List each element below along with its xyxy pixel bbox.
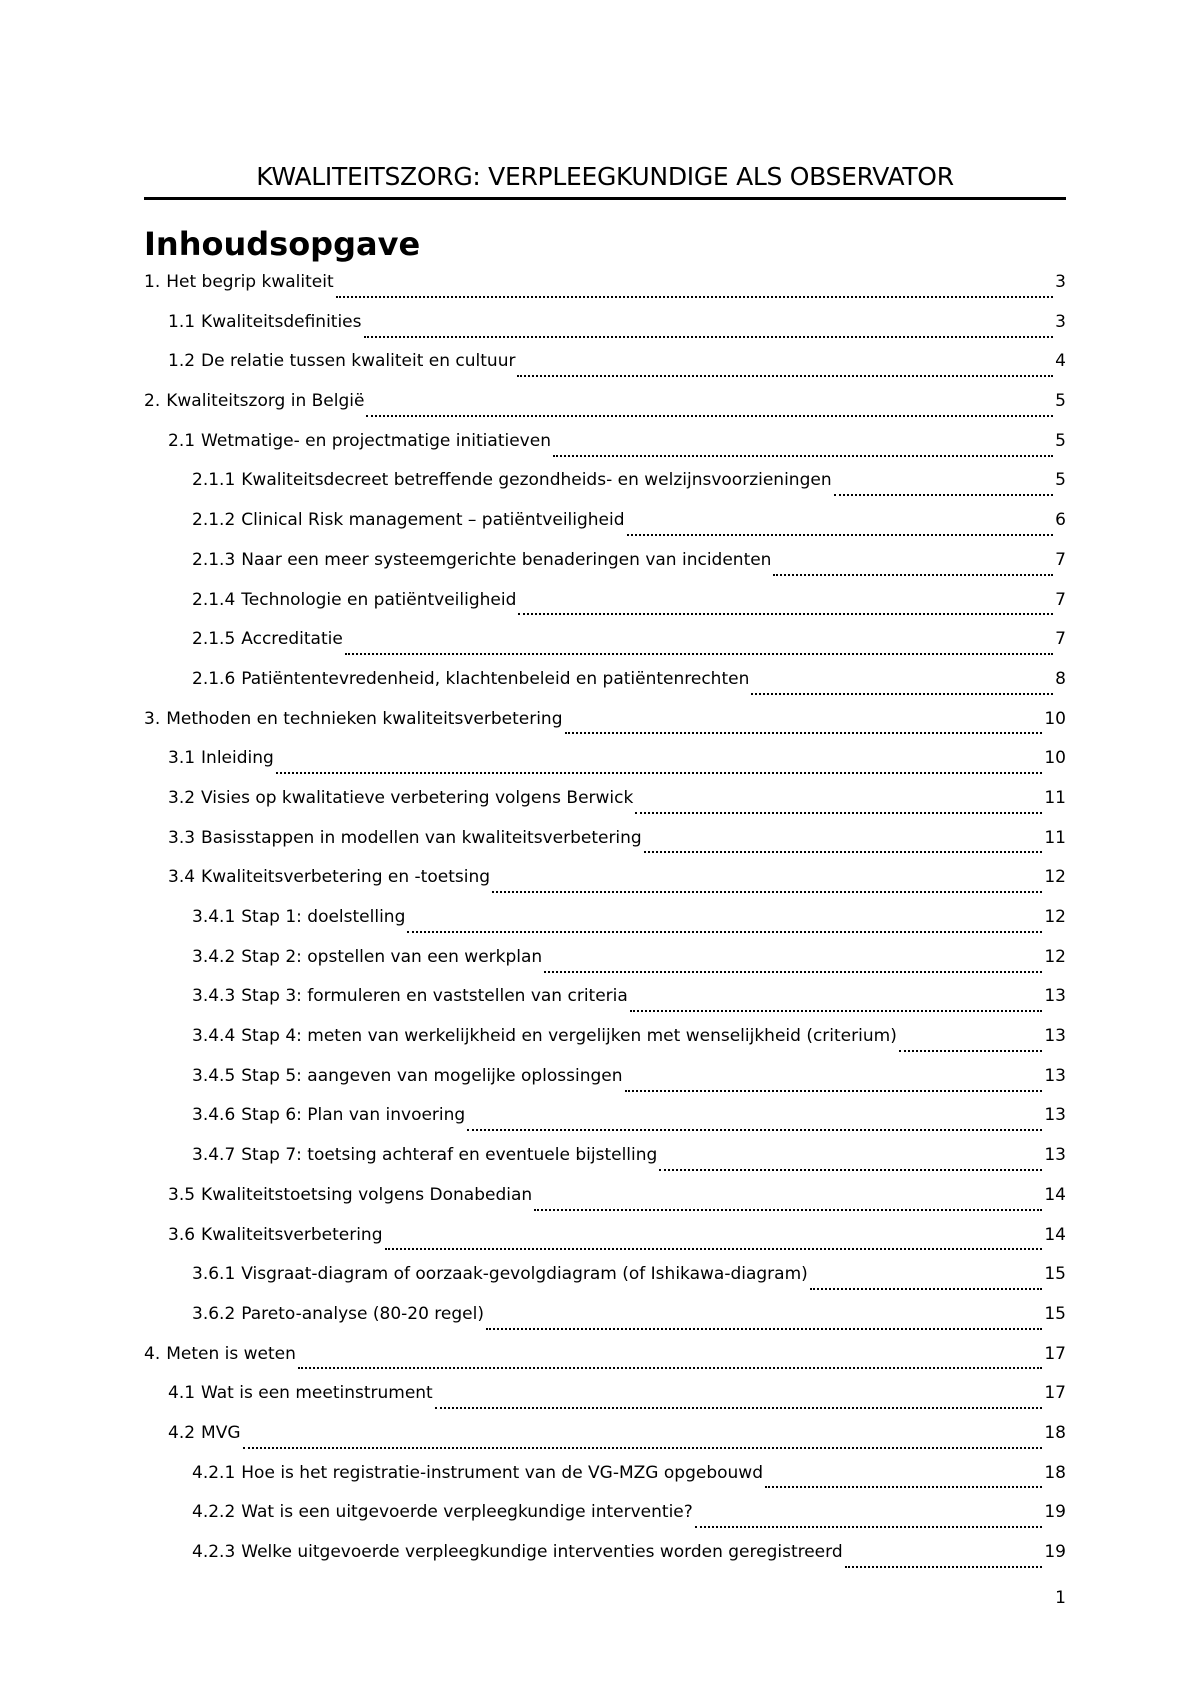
toc-entry-page: 17 (1044, 1343, 1066, 1364)
toc-entry[interactable] (144, 826, 1066, 866)
toc-entry-number: 3.4.3 (192, 986, 236, 1007)
toc-entry-number: 3. (144, 708, 161, 729)
toc-entry-title: De relatie tussen kwaliteit en cultuur (201, 351, 516, 372)
document-title: KWALITEITSZORG: VERPLEEGKUNDIGE ALS OBSERVATOR (256, 162, 954, 191)
toc-dot-leader (773, 574, 1053, 576)
toc-entry-title: Het begrip kwaliteit (166, 272, 334, 292)
toc-entry-page: 10 (1044, 708, 1066, 729)
toc-entry-page: 6 (1055, 510, 1066, 531)
toc-entry-number: 3.3 (168, 827, 196, 848)
toc-dot-leader (517, 375, 1053, 377)
toc-entry-title: Technologie en patiëntveiligheid (241, 589, 517, 610)
toc-entry-title: Welke uitgevoerde verpleegkundige interventies worden geregistreerd (241, 1542, 843, 1562)
toc-entry[interactable] (144, 1421, 1066, 1461)
toc-entry-page: 12 (1044, 907, 1066, 927)
toc-dot-leader (565, 732, 1043, 734)
toc-entry-title: MVG (201, 1422, 241, 1443)
toc-entry-page: 7 (1055, 549, 1066, 570)
toc-entry[interactable] (144, 349, 1066, 389)
toc-dot-leader (659, 1169, 1042, 1171)
toc-entry-page: 3 (1055, 311, 1066, 332)
toc-entry[interactable] (144, 588, 1066, 628)
toc-dot-leader (635, 812, 1042, 814)
toc-entry-number: 1.1 (168, 311, 196, 332)
toc-entry-page: 18 (1044, 1462, 1066, 1483)
toc-entry[interactable] (144, 1223, 1066, 1263)
toc-entry-page: 4 (1055, 351, 1066, 372)
toc-entry-title: Inleiding (201, 748, 274, 769)
toc-dot-leader (492, 891, 1042, 893)
toc-entry-title: Kwaliteitsverbetering en -toetsing (201, 867, 491, 888)
toc-dot-leader (336, 296, 1054, 298)
page-number: 1 (1055, 1588, 1066, 1608)
toc-entry-title: Kwaliteitszorg in België (166, 391, 365, 412)
toc-entry[interactable] (144, 1183, 1066, 1223)
toc-entry[interactable] (144, 1143, 1066, 1183)
toc-entry-number: 4.1 (168, 1383, 196, 1404)
toc-entry[interactable] (144, 1024, 1066, 1064)
toc-entry-title: Naar een meer systeemgerichte benaderingen van incidenten (241, 549, 772, 570)
toc-dot-leader (845, 1566, 1043, 1568)
toc-entry-number: 3.4 (168, 867, 196, 888)
toc-entry-page: 5 (1055, 470, 1066, 491)
toc-entry-number: 3.4.6 (192, 1105, 236, 1126)
toc-dot-leader (518, 613, 1053, 615)
toc-dot-leader (467, 1129, 1042, 1131)
toc-entry-page: 19 (1044, 1542, 1066, 1562)
toc-entry-number: 3.2 (168, 787, 196, 808)
toc-dot-leader (627, 534, 1054, 536)
toc-entry[interactable] (144, 865, 1066, 905)
toc-entry[interactable] (144, 548, 1066, 588)
toc-entry-page: 3 (1055, 272, 1066, 292)
toc-entry-page: 13 (1044, 1026, 1066, 1047)
toc-entry-number: 3.5 (168, 1184, 196, 1205)
toc-dot-leader (810, 1288, 1043, 1290)
toc-entry-page: 19 (1044, 1502, 1066, 1523)
toc-entry-page: 18 (1044, 1422, 1066, 1443)
toc-dot-leader (630, 1010, 1043, 1012)
toc-dot-leader (364, 336, 1054, 338)
toc-dot-leader (345, 653, 1053, 655)
toc-dot-leader (765, 1486, 1042, 1488)
toc-dot-leader (553, 455, 1053, 457)
toc-entry[interactable] (144, 905, 1066, 945)
toc-entry-number: 3.4.4 (192, 1026, 236, 1047)
toc-entry-title: Accreditatie (241, 629, 343, 650)
toc-entry-page: 10 (1044, 748, 1066, 769)
toc-entry-page: 15 (1044, 1303, 1066, 1324)
toc-entry-title: Patiëntentevredenheid, klachtenbeleid en patiëntenrechten (241, 668, 750, 689)
toc-entry-number: 2. (144, 391, 161, 412)
toc-entry-number: 3.6 (168, 1224, 196, 1245)
toc-heading: Inhoudsopgave (144, 225, 421, 263)
toc-entry[interactable] (144, 984, 1066, 1024)
toc-dot-leader (534, 1209, 1042, 1211)
toc-entry-number: 4.2.1 (192, 1462, 236, 1483)
toc-entry-number: 3.1 (168, 748, 196, 769)
toc-entry-page: 12 (1044, 946, 1066, 967)
toc-entry-page: 7 (1055, 629, 1066, 650)
toc-entry-number: 2.1.5 (192, 629, 236, 650)
toc-entry-number: 4.2 (168, 1422, 196, 1443)
toc-entry-number: 2.1.3 (192, 549, 236, 570)
toc-entry-number: 3.4.1 (192, 907, 236, 927)
toc-entry-title: Hoe is het registratie-instrument van de VG-MZG opgebouwd (241, 1462, 763, 1483)
toc-entry-title: Basisstappen in modellen van kwaliteitsverbetering (201, 827, 642, 848)
toc-entry-number: 2.1.6 (192, 668, 236, 689)
toc-entry[interactable] (144, 1064, 1066, 1104)
toc-entry[interactable] (144, 429, 1066, 469)
toc-entry-page: 14 (1044, 1184, 1066, 1205)
toc-entry-title: Wat is een meetinstrument (201, 1383, 433, 1404)
toc-entry[interactable] (144, 746, 1066, 786)
toc-entry-number: 3.6.2 (192, 1303, 236, 1324)
toc-entry-number: 4.2.3 (192, 1542, 236, 1562)
toc-entry[interactable] (144, 1342, 1066, 1382)
toc-entry-page: 12 (1044, 867, 1066, 888)
toc-entry-title: Meten is weten (166, 1343, 296, 1364)
toc-entry[interactable] (144, 1461, 1066, 1501)
toc-entry-title: Stap 1: doelstelling (241, 907, 406, 927)
toc-dot-leader (435, 1407, 1043, 1409)
toc-entry-title: Visies op kwalitatieve verbetering volgens Berwick (201, 787, 634, 808)
toc-entry-page: 13 (1044, 1105, 1066, 1126)
toc-entry-number: 4.2.2 (192, 1502, 236, 1523)
toc-entry-title: Kwaliteitsverbetering (201, 1224, 383, 1245)
toc-entry-page: 8 (1055, 668, 1066, 689)
toc-entry-page: 13 (1044, 1145, 1066, 1166)
toc-entry-title: Stap 2: opstellen van een werkplan (241, 946, 543, 967)
toc-entry[interactable] (144, 270, 1066, 310)
toc-entry[interactable] (144, 310, 1066, 350)
toc-entry[interactable] (144, 1103, 1066, 1143)
toc-dot-leader (385, 1248, 1043, 1250)
toc-entry-title: Stap 4: meten van werkelijkheid en vergelijken met wenselijkheid (criterium) (241, 1026, 897, 1047)
toc-entry-number: 2.1.1 (192, 470, 236, 491)
toc-entry[interactable] (144, 707, 1066, 747)
toc-entry-number: 4. (144, 1343, 161, 1364)
toc-dot-leader (544, 971, 1042, 973)
toc-entry-title: Clinical Risk management – patiëntveiligheid (241, 510, 625, 531)
toc-dot-leader (834, 494, 1054, 496)
toc-entry[interactable] (144, 667, 1066, 707)
toc-entry-number: 2.1.2 (192, 510, 236, 531)
toc-entry-title: Visgraat-diagram of oorzaak-gevolgdiagram (of Ishikawa-diagram) (241, 1264, 808, 1285)
toc-entry-page: 11 (1044, 827, 1066, 848)
toc-entry[interactable] (144, 389, 1066, 429)
toc-entry-number: 3.4.2 (192, 946, 236, 967)
toc-dot-leader (751, 693, 1053, 695)
toc-dot-leader (298, 1367, 1042, 1369)
toc-entry-title: Stap 5: aangeven van mogelijke oplossingen (241, 1065, 623, 1086)
toc-entry-number: 1. (144, 272, 161, 292)
toc-entry-title: Kwaliteitsdefinities (201, 311, 362, 332)
toc-entry[interactable] (144, 1302, 1066, 1342)
toc-entry-number: 2.1 (168, 430, 196, 451)
toc-entry-title: Pareto-analyse (80-20 regel) (241, 1303, 484, 1324)
toc-entry[interactable] (144, 468, 1066, 508)
toc-entry[interactable] (144, 1381, 1066, 1421)
toc-dot-leader (695, 1526, 1043, 1528)
toc-entry-page: 15 (1044, 1264, 1066, 1285)
toc-entry[interactable] (144, 627, 1066, 667)
toc-entry-title: Kwaliteitstoetsing volgens Donabedian (201, 1184, 533, 1205)
toc-entry[interactable] (144, 1540, 1066, 1580)
toc-dot-leader (243, 1447, 1043, 1449)
toc-entry-title: Stap 3: formuleren en vaststellen van criteria (241, 986, 628, 1007)
toc-entry-number: 1.2 (168, 351, 196, 372)
toc-entry-title: Wat is een uitgevoerde verpleegkundige interventie? (241, 1502, 693, 1523)
toc-entry-page: 14 (1044, 1224, 1066, 1245)
toc-entry-number: 3.4.5 (192, 1065, 236, 1086)
toc-dot-leader (644, 851, 1043, 853)
toc-entry-title: Kwaliteitsdecreet betreffende gezondheids- en welzijnsvoorzieningen (241, 470, 832, 491)
toc-entry[interactable] (144, 945, 1066, 985)
title-underline (144, 197, 1066, 200)
toc-entry-page: 5 (1055, 391, 1066, 412)
table-of-contents (144, 270, 1066, 1580)
toc-entry-title: Wetmatige- en projectmatige initiatieven (201, 430, 551, 451)
toc-entry-page: 17 (1044, 1383, 1066, 1404)
toc-dot-leader (407, 931, 1042, 933)
toc-dot-leader (625, 1090, 1043, 1092)
toc-entry-page: 5 (1055, 430, 1066, 451)
toc-entry-number: 2.1.4 (192, 589, 236, 610)
toc-entry-page: 13 (1044, 986, 1066, 1007)
toc-entry-title: Methoden en technieken kwaliteitsverbetering (166, 708, 563, 729)
toc-dot-leader (276, 772, 1043, 774)
toc-entry[interactable] (144, 508, 1066, 548)
toc-dot-leader (899, 1050, 1043, 1052)
toc-entry[interactable] (144, 1500, 1066, 1540)
toc-entry-page: 11 (1044, 787, 1066, 808)
toc-entry-page: 13 (1044, 1065, 1066, 1086)
toc-dot-leader (486, 1328, 1042, 1330)
toc-entry-page: 7 (1055, 589, 1066, 610)
toc-dot-leader (366, 415, 1053, 417)
toc-entry[interactable] (144, 1262, 1066, 1302)
toc-entry[interactable] (144, 786, 1066, 826)
toc-entry-title: Stap 6: Plan van invoering (241, 1105, 466, 1126)
toc-entry-number: 3.4.7 (192, 1145, 236, 1166)
toc-entry-number: 3.6.1 (192, 1264, 236, 1285)
toc-entry-title: Stap 7: toetsing achteraf en eventuele bijstelling (241, 1145, 658, 1166)
